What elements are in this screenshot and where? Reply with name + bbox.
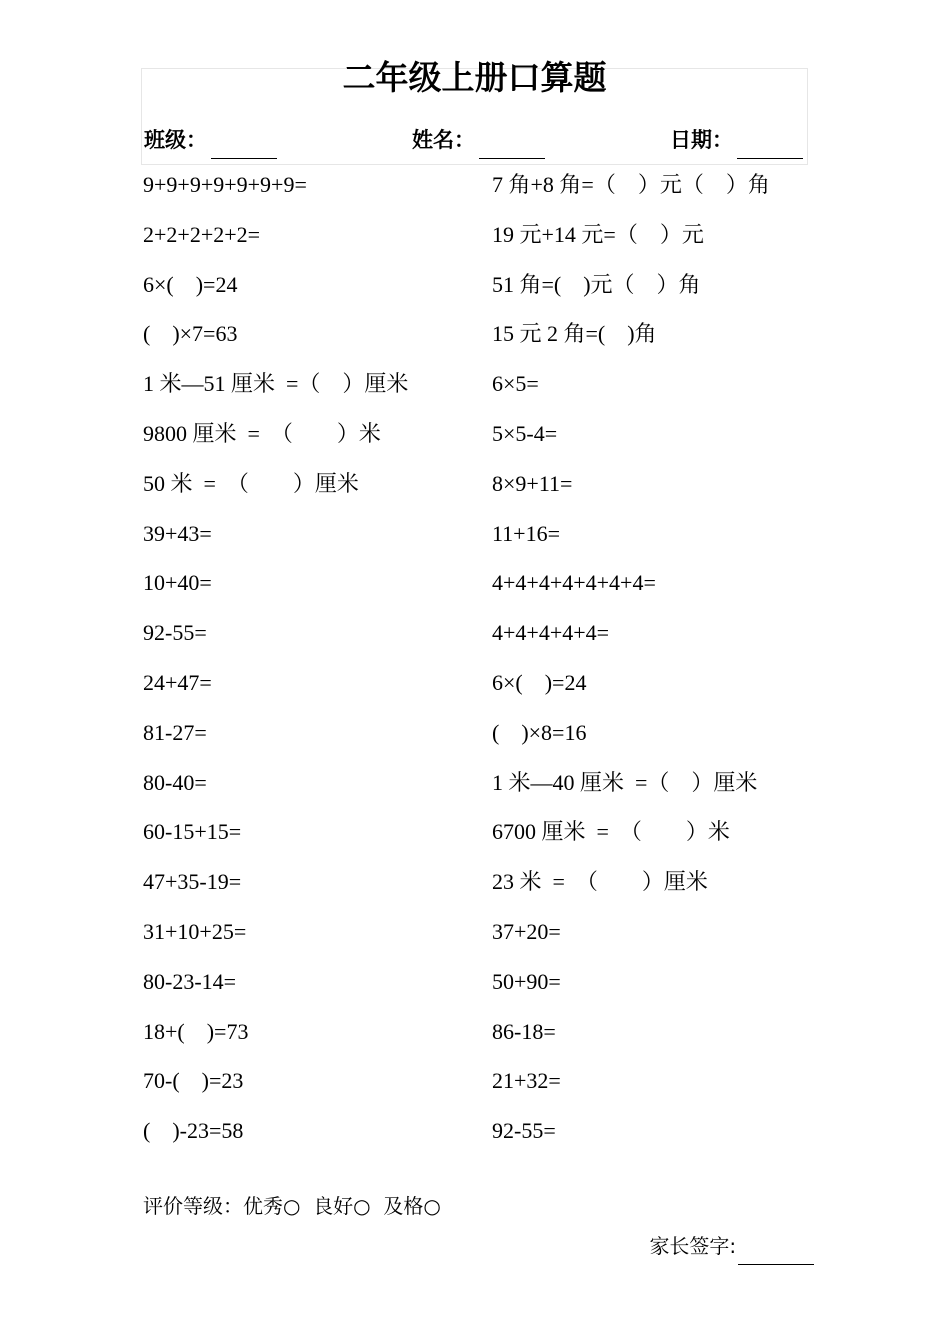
problem-item: 39+43= xyxy=(143,520,212,546)
date-field xyxy=(670,124,803,164)
problem-item: ( )×7=63 xyxy=(143,321,238,347)
parent-signature-blank xyxy=(738,1226,814,1265)
worksheet-title: 二年级上册口算题 xyxy=(342,58,607,97)
problem-item: 4+4+4+4+4+4+4= xyxy=(492,570,656,596)
name-blank xyxy=(479,124,545,159)
problem-item: 6×5= xyxy=(492,371,539,397)
problem-item: 92-55= xyxy=(143,620,207,646)
problem-item: 31+10+25= xyxy=(143,918,247,944)
problem-item: 47+35-19= xyxy=(143,869,242,895)
problem-item: 51 角=( )元（ ）角 xyxy=(492,271,701,297)
problem-item: 7 角+8 角=（ ）元（ ）角 xyxy=(492,172,770,197)
parent-signature-label: 家长签字: xyxy=(649,1234,737,1258)
problem-item: 4+4+4+4+4= xyxy=(492,620,610,646)
problem-item: 21+32= xyxy=(492,1068,561,1094)
problem-item: 15 元 2 角=( )角 xyxy=(492,321,657,347)
problem-item: 9800 厘米 = （ ）米 xyxy=(143,420,381,446)
problem-item: ( )-23=58 xyxy=(143,1118,244,1144)
problem-item: 80-23-14= xyxy=(143,968,237,994)
class-blank xyxy=(211,124,277,159)
problem-item: 8×9+11= xyxy=(492,470,573,496)
date-blank xyxy=(737,124,803,159)
problem-item: 1 米—40 厘米 =（ ）厘米 xyxy=(492,769,758,795)
date-label: 日期： xyxy=(670,128,733,152)
problem-item: ( )×8=16 xyxy=(492,719,587,745)
class-field xyxy=(144,124,277,164)
problem-item: 81-27= xyxy=(143,719,207,745)
problem-item: 1 米—51 厘米 =（ ）厘米 xyxy=(143,371,409,397)
problem-item: 18+( )=73 xyxy=(143,1018,249,1044)
problem-item: 60-15+15= xyxy=(143,819,242,845)
rating-line: 评价等级：优秀○ 良好○ 及格○ xyxy=(143,1194,441,1218)
right-problem-column xyxy=(492,160,822,1156)
problem-item: 50+90= xyxy=(492,968,561,994)
problem-item: 70-( )=23 xyxy=(143,1068,244,1094)
problem-item: 80-40= xyxy=(143,769,207,795)
name-field xyxy=(412,124,545,164)
problem-item: 10+40= xyxy=(143,570,212,596)
problem-item: 2+2+2+2+2= xyxy=(143,221,261,247)
problem-item: 9+9+9+9+9+9+9= xyxy=(143,172,307,197)
problem-item: 86-18= xyxy=(492,1018,556,1044)
problem-item: 6×( )=24 xyxy=(492,669,587,695)
name-label: 姓名： xyxy=(412,128,475,152)
problem-item: 11+16= xyxy=(492,520,560,546)
problem-item: 5×5-4= xyxy=(492,420,558,446)
problem-item: 24+47= xyxy=(143,669,212,695)
problem-item: 6700 厘米 = （ ）米 xyxy=(492,819,730,845)
problem-item: 23 米 = （ ）厘米 xyxy=(492,869,708,895)
problem-item: 37+20= xyxy=(492,918,561,944)
problem-item: 50 米 = （ ）厘米 xyxy=(143,470,359,496)
class-label: 班级： xyxy=(144,128,207,152)
problem-item: 92-55= xyxy=(492,1118,556,1144)
left-problem-column xyxy=(143,160,483,1156)
problem-item: 19 元+14 元=（ ）元 xyxy=(492,221,704,247)
parent-signature xyxy=(624,1186,814,1258)
problem-item: 6×( )=24 xyxy=(143,271,238,297)
